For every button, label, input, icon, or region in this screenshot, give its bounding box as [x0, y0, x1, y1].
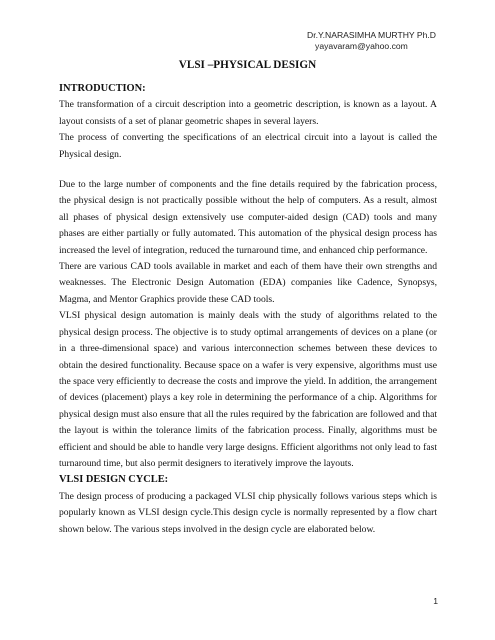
paragraph: The process of converting the specifications of an electrical circuit into a layout is called the Physical design. — [59, 132, 437, 160]
page-number: 1 — [433, 596, 438, 606]
document-body — [59, 81, 437, 538]
paragraph: The transformation of a circuit description into a geometric description, is known as a layout. A layout consists of a set of planar geometric shapes in several layers. — [59, 99, 437, 127]
paragraph: VLSI physical design automation is mainly deals with the study of algorithms related to the physical design process. The objective is to study optimal arrangements of devices on a plane (or in a three-dimensional space) and various interconnection schemes between these devices to obtain the desired functionality. Because space on a wafer is very expensive, algorithms must use the space very efficiently to decrease the costs and improve the yield. In addition, the arrangement of devices (placement) plays a key role in determining the performance of a chip. Algorithms for physical design must also ensure that all the rules required by the fabrication are followed and that the layout is within the tolerance limits of the fabrication process. Finally, algorithms must be efficient and should be able to handle very large designs. Efficient algorithms not only lead to fast turnaround time, but also permit designers to iteratively improve the layouts. — [59, 310, 437, 469]
section-heading-design-cycle: VLSI DESIGN CYCLE: — [59, 474, 169, 486]
author-email: yayavaram@yahoo.com — [315, 41, 408, 51]
paragraph: The design process of producing a packaged VLSI chip physically follows various steps which is popularly known as VLSI design cycle.This design cycle is normally represented by a flow chart shown below. The various steps involved in the design cycle are elaborated below. — [59, 490, 437, 535]
author-name: Dr.Y.NARASIMHA MURTHY Ph.D — [307, 30, 436, 40]
section-heading-introduction: INTRODUCTION: — [59, 83, 146, 94]
paragraph-spacer — [59, 163, 437, 177]
paragraph: Due to the large number of components and the fine details required by the fabrication process, the physical design is not practically possible without the help of computers. As a result, almost all phases of physical design extensively use computer-aided design (CAD) tools and many phases are either partially or fully automated. This automation of the physical design process has increased the level of integration, reduced the turnaround time, and enhanced chip performance. — [59, 179, 437, 256]
document-title: VLSI –PHYSICAL DESIGN — [178, 59, 317, 71]
author-header — [307, 30, 436, 52]
paragraph: There are various CAD tools available in market and each of them have their own strengths and weaknesses. The Electronic Design Automation (EDA) companies like Cadence, Synopsys, Magma, and Mentor Graphics provide these CAD tools. — [59, 261, 437, 305]
